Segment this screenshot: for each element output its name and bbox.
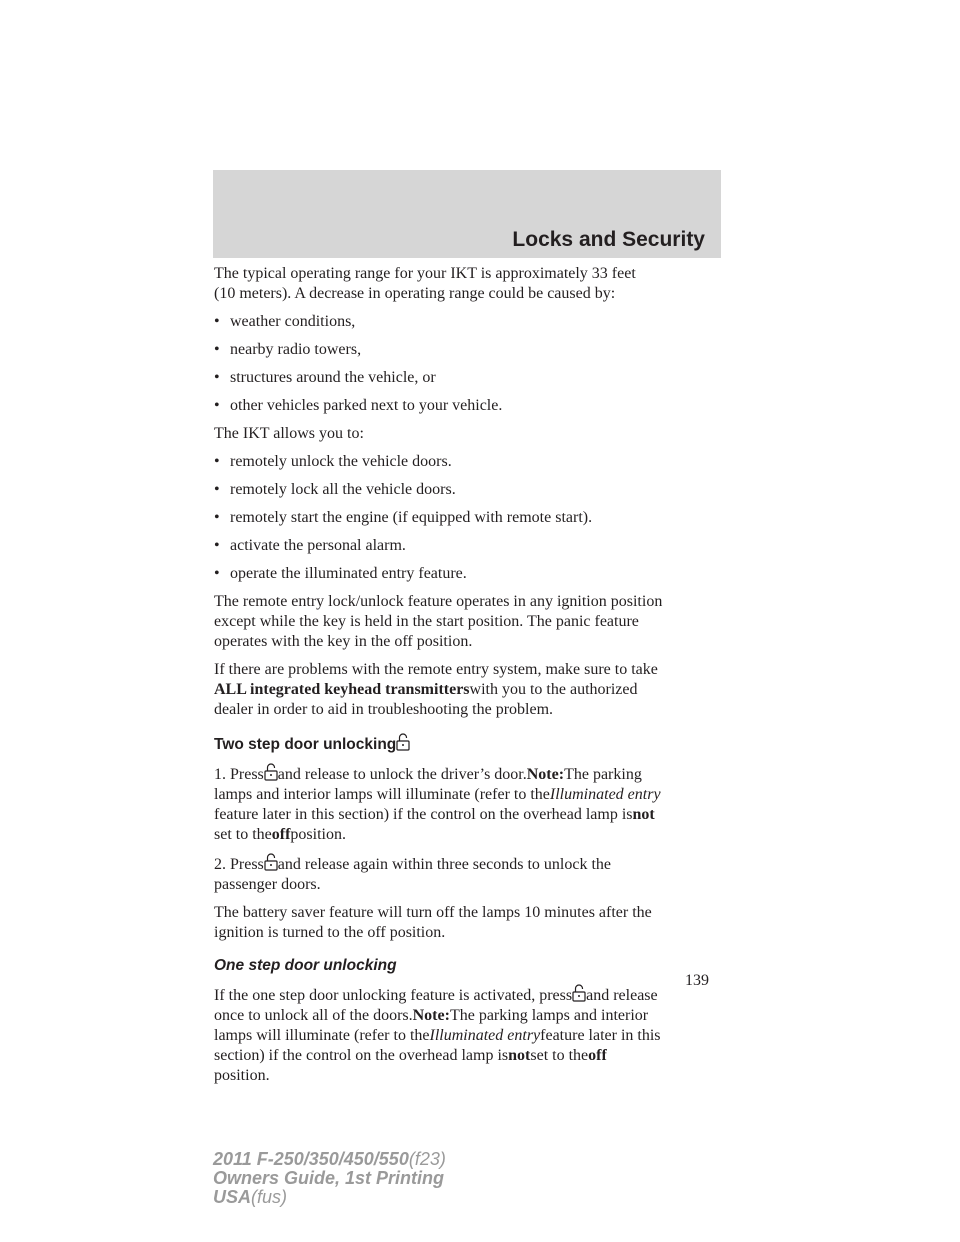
remote-entry-paragraph: The remote entry lock/unlock feature operates in any ignition position except while the key is held in the start position. The panic feature operates with the key in the off position.	[214, 593, 663, 650]
battery-saver-paragraph: The battery saver feature will turn off the lamps 10 minutes after the ignition is turned to the off position.	[214, 904, 652, 941]
unlock-padlock-icon	[396, 733, 410, 751]
problems-paragraph: If there are problems with the remote entry system, make sure to take ALL integrated keyhead transmitterswith you to the authorized dealer in order to aid in troubleshooting the problem.	[214, 661, 658, 718]
list-item: • operate the illuminated entry feature.	[214, 565, 467, 582]
list-item: • nearby radio towers,	[214, 341, 362, 358]
transmitters-emphasis: ALL integrated keyhead transmitters	[214, 681, 470, 698]
list-item: • structures around the vehicle, or	[214, 369, 436, 386]
footer-model: 2011 F-250/350/450/550	[213, 1149, 409, 1169]
footer-guide: Owners Guide, 1st Printing	[213, 1168, 445, 1188]
list-item: • other vehicles parked next to your vehicle.	[214, 397, 503, 414]
list-item: • remotely unlock the vehicle doors.	[214, 453, 452, 470]
page-content	[214, 264, 720, 1086]
list-item: • weather conditions,	[214, 313, 356, 330]
footer-market: USA	[213, 1187, 252, 1207]
unlock-padlock-icon	[264, 853, 278, 871]
two-step-heading: Two step door unlocking	[214, 733, 720, 755]
one-step-paragraph: If the one step door unlocking feature is activated, press and release once to unlock all of the doors.Note:The parking lamps and interior lamps will illuminate (refer to theIlluminated entryfeature later in this section) if the control on the overhead lamp isnotset to theoff position.	[214, 984, 720, 1086]
section-title: Locks and Security	[512, 228, 705, 251]
footer-model-code: (f23)	[408, 1149, 446, 1169]
step-1-paragraph: 1. Press and release to unlock the driver’s door.Note:The parking lamps and interior lamps will illuminate (refer to theIlluminated entry feature later in this section) if the control on the overhead lamp isnot set to theoffposition.	[214, 763, 720, 845]
list-item: • remotely start the engine (if equipped with remote start).	[214, 509, 593, 526]
intro-line: The typical operating range for your IKT is approximately 33 feet	[214, 265, 636, 282]
footer-market-code: (fus)	[251, 1187, 288, 1207]
list-item: • activate the personal alarm.	[214, 537, 406, 554]
one-step-heading: One step door unlocking	[214, 957, 397, 974]
intro-line: (10 meters). A decrease in operating range could be caused by:	[214, 285, 616, 302]
list-item: • remotely lock all the vehicle doors.	[214, 481, 456, 498]
unlock-padlock-icon	[264, 763, 278, 781]
step-2-paragraph: 2. Press and release again within three seconds to unlock the passenger doors.	[214, 853, 720, 895]
ikt-lead: The IKT allows you to:	[214, 425, 364, 442]
page-number: 139	[685, 972, 709, 989]
footer	[213, 1150, 446, 1207]
intro-paragraph	[214, 264, 720, 304]
unlock-padlock-icon	[572, 984, 586, 1002]
section-header-band	[213, 170, 721, 258]
